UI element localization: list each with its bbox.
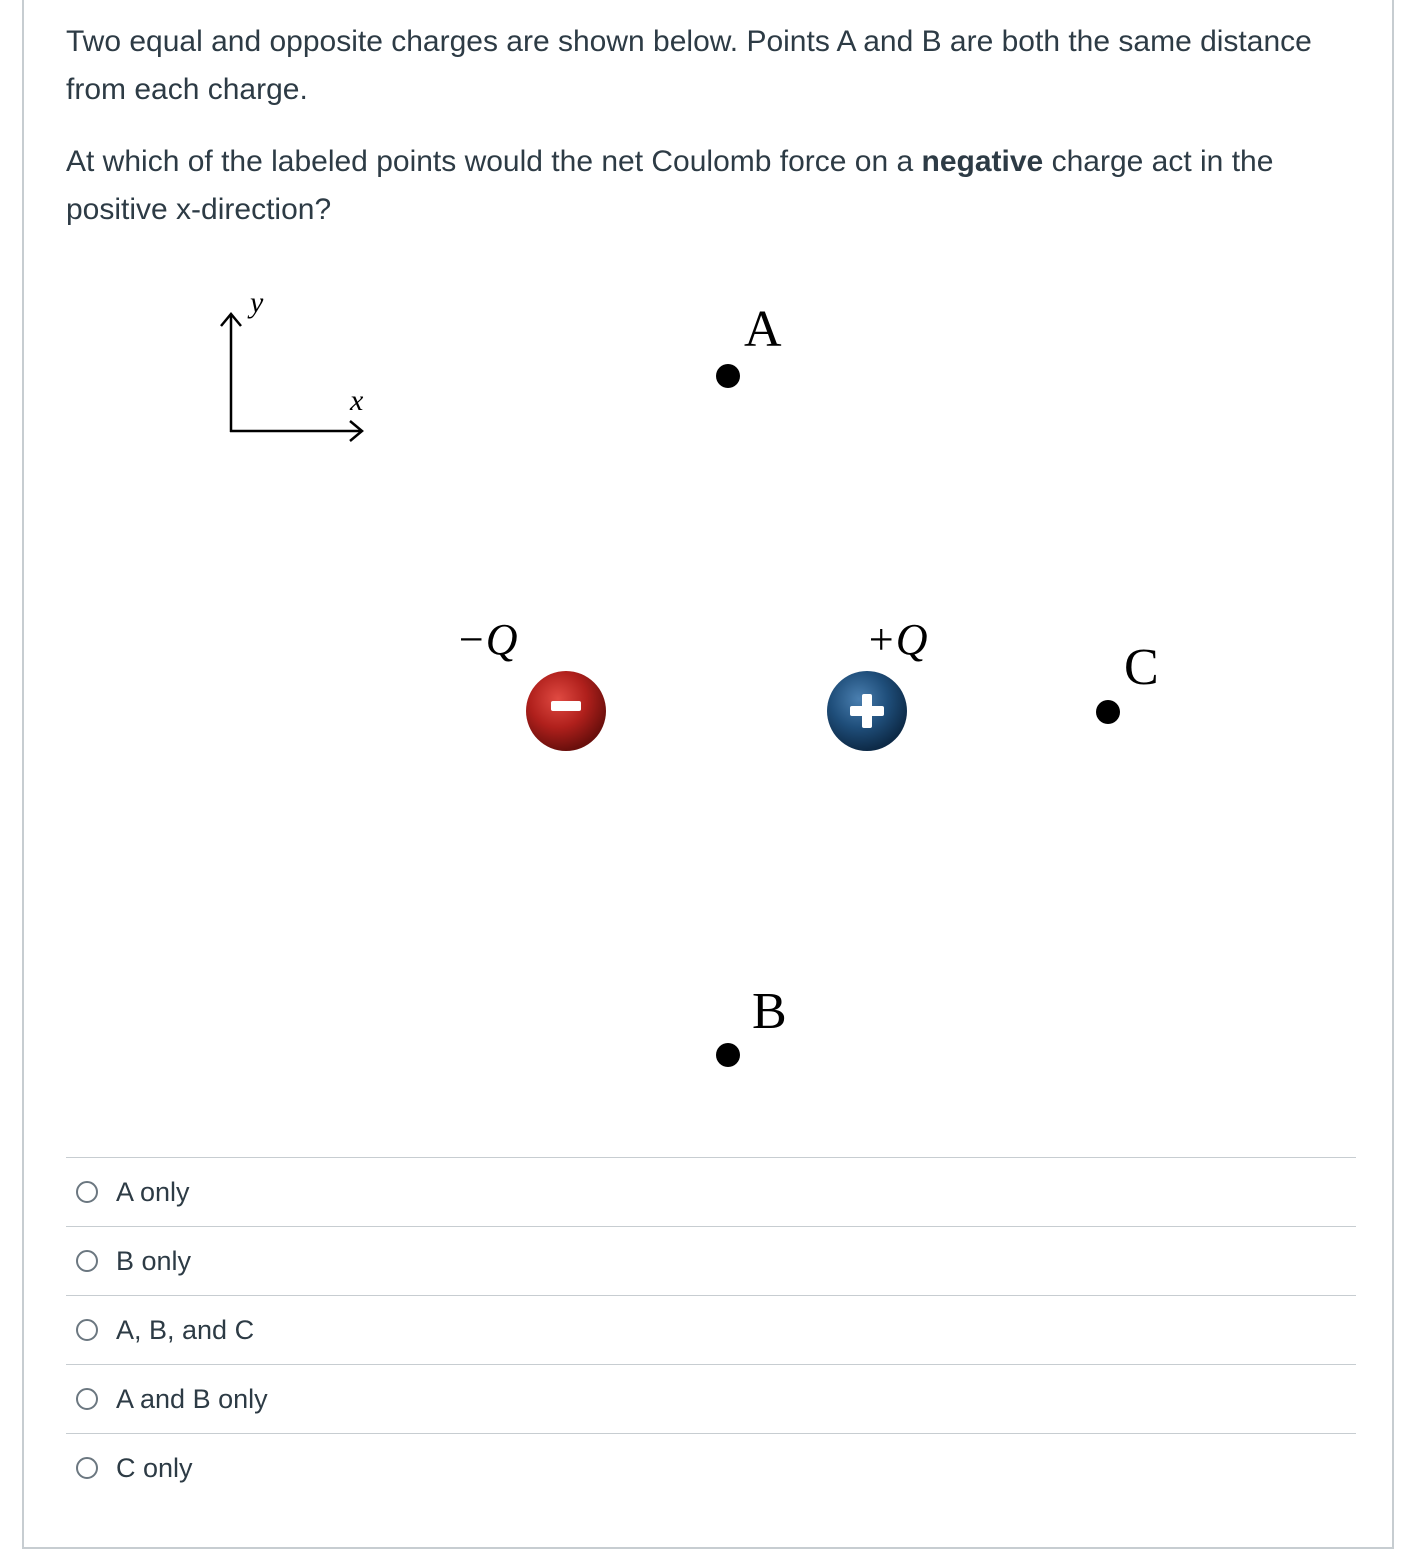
- answer-option-a-only[interactable]: [66, 1157, 1356, 1226]
- radio-button[interactable]: [76, 1388, 98, 1410]
- charge-diagram-svg: [24, 0, 1396, 1138]
- point-a-dot: [716, 364, 740, 388]
- positive-charge-label: +Q: [866, 615, 928, 664]
- negative-charge-label: −Q: [456, 615, 518, 664]
- point-c-dot: [1096, 700, 1120, 724]
- answer-label: A only: [116, 1176, 190, 1207]
- axes-indicator: [221, 286, 364, 441]
- point-a: [716, 301, 782, 388]
- answer-label: A, B, and C: [116, 1314, 255, 1345]
- answer-choices: [66, 1157, 1356, 1502]
- radio-button[interactable]: [76, 1250, 98, 1272]
- answer-label: A and B only: [116, 1383, 268, 1414]
- emphasis-negative: negative: [921, 145, 1044, 178]
- answer-label: C only: [116, 1452, 193, 1483]
- minus-sign-icon: [551, 701, 581, 711]
- question-paragraph-1: Two equal and opposite charges are shown below. Points A and B are both the same distance from each charge.: [66, 25, 1312, 106]
- answer-option-c-only[interactable]: [66, 1433, 1356, 1502]
- negative-charge: [456, 615, 606, 751]
- question-card: [22, 0, 1394, 1549]
- radio-button[interactable]: [76, 1319, 98, 1341]
- point-b-dot: [716, 1043, 740, 1067]
- radio-button[interactable]: [76, 1457, 98, 1479]
- answer-option-a-b-and-c[interactable]: [66, 1295, 1356, 1364]
- point-a-label: A: [744, 301, 782, 358]
- x-axis-label: x: [350, 384, 364, 417]
- charge-diagram: [24, 0, 1396, 1138]
- answer-label: B only: [116, 1245, 192, 1276]
- radio-button[interactable]: [76, 1181, 98, 1203]
- point-c: [1096, 639, 1159, 724]
- point-b: [716, 983, 787, 1067]
- answer-option-a-and-b-only[interactable]: [66, 1364, 1356, 1433]
- answer-option-b-only[interactable]: [66, 1226, 1356, 1295]
- point-b-label: B: [752, 983, 787, 1040]
- point-c-label: C: [1124, 639, 1159, 696]
- y-axis-label: y: [250, 286, 264, 319]
- question-paragraph-2-end: charge act in the positive x-direction?: [66, 145, 1274, 226]
- question-paragraph-2-start: At which of the labeled points would the net Coulomb force on a: [66, 145, 922, 178]
- positive-charge: [827, 615, 927, 751]
